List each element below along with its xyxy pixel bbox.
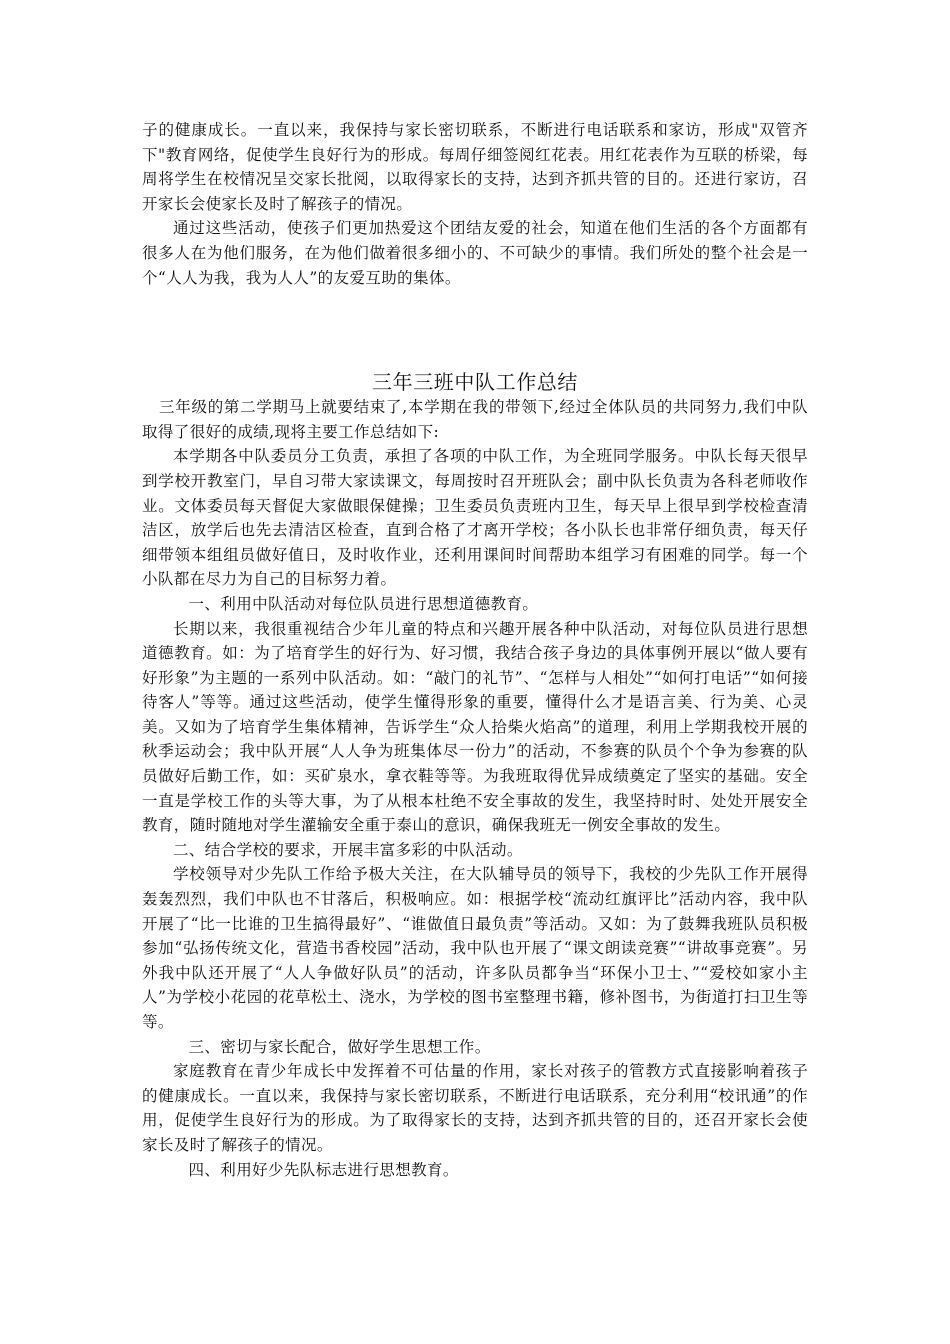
section-body-1: 长期以来，我很重视结合少年儿童的特点和兴趣开展各种中队活动，对每位队员进行思想道德教育。如：为了培育学生的好行为、好习惯，我结合孩子身边的具体事例开展以“做人要有好形象”为主题的一系列中队活动。如：“敲门的礼节”、“怎样与人相处”“如何打电话”“如何接待客人”等等。通过这些活动，使学生懂得形象的重要，懂得什么才是语言美、行为美、心灵美。又如为了培育学生集体精神，告诉学生“众人拾柴火焰高”的道理，利用上学期我校开展的秋季运动会；我中队开展“人人争为班集体尽一份力”的活动，不参赛的队员个个争为参赛的队员做好后勤工作，如：买矿泉水，拿衣鞋等等。为我班取得优异成绩奠定了坚实的基础。安全一直是学校工作的头等大事，为了从根本杜绝不安全事故的发生，我坚持时时、处处开展安全教育，随时随地对学生灌输安全重于泰山的意识，确保我班无一例安全事故的发生。 bbox=[142, 619, 808, 835]
duties-paragraph: 本学期各中队委员分工负责，承担了各项的中队工作，为全班同学服务。中队长每天很早到学校开教室门，早自习带大家读课文，每周按时召开班队会；副中队长负责为各科老师收作业。文体委员每天督促大家做眼保健操；卫生委员负责班内卫生，每天早上很早到学校检查清洁区，放学后也先去清洁区检查，直到合格了才离开学校；各小队长也非常仔细负责，每天仔细带领本组组员做好值日，及时收作业，还利用课间时间帮助本组学习有困难的同学。每一个小队都在尽力为自己的目标努力着。 bbox=[142, 447, 808, 589]
intro-paragraph-2: 通过这些活动，使孩子们更加热爱这个团结友爱的社会，知道在他们生活的各个方面都有很多人在为他们服务，在为他们做着很多细小的、不可缺少的事情。我们所处的整个社会是一个“人人为我，我为人人”的友爱互助的集体。 bbox=[142, 219, 808, 287]
opening-paragraph: 三年级的第二学期马上就要结束了,本学期在我的带领下,经过全体队员的共同努力,我们中队取得了很好的成绩,现将主要工作总结如下: bbox=[142, 398, 808, 441]
section-heading-4: 四、利用好少先队标志进行思想教育。 bbox=[188, 1160, 459, 1179]
section-spacer bbox=[142, 290, 808, 369]
section-body-2: 学校领导对少先队工作给予极大关注，在大队辅导员的领导下，我校的少先队工作开展得轰轰烈烈，我们中队也不甘落后，积极响应。如：根据学校“流动红旗评比”活动内容，我中队开展了“比一比谁的卫生搞得最好”、“谁做值日最负责”等活动。又如：为了鼓舞我班队员积极参加“弘扬传统文化，营造书香校园”活动，我中队也开展了“课文朗读竞赛”“讲故事竞赛”。另外我中队还开展了“人人争做好队员”的活动，许多队员都争当“环保小卫士、”“爱校如家小主人”为学校小花园的花草松土、浇水，为学校的图书室整理书籍，修补图书，为街道打扫卫生等等。 bbox=[142, 865, 808, 1031]
section-heading-1: 一、利用中队活动对每位队员进行思想道德教育。 bbox=[188, 594, 539, 613]
document-page bbox=[142, 118, 808, 1182]
section-heading-3: 三、密切与家长配合，做好学生思想工作。 bbox=[188, 1037, 491, 1056]
section-body-3: 家庭教育在青少年成长中发挥着不可估量的作用，家长对孩子的管教方式直接影响着孩子的健康成长。一直以来，我保持与家长密切联系，不断进行电话联系，充分利用“校讯通”的作用，促使学生良好行为的形成。为了取得家长的支持，达到齐抓共管的目的，还召开家长会使家长及时了解孩子的情况。 bbox=[142, 1062, 808, 1154]
section-heading-2: 二、结合学校的要求，开展丰富多彩的中队活动。 bbox=[173, 840, 523, 859]
document-title: 三年三班中队工作总结 bbox=[372, 370, 578, 395]
intro-paragraph-1: 子的健康成长。一直以来，我保持与家长密切联系，不断进行电话联系和家访，形成"双管齐下"教育网络，促使学生良好行为的形成。每周仔细签阅红花表。用红花表作为互联的桥梁，每周将学生在校情况呈交家长批阅，以取得家长的支持，达到齐抓共管的目的。还进行家访，召开家长会使家长及时了解孩子的情况。 bbox=[142, 121, 808, 213]
